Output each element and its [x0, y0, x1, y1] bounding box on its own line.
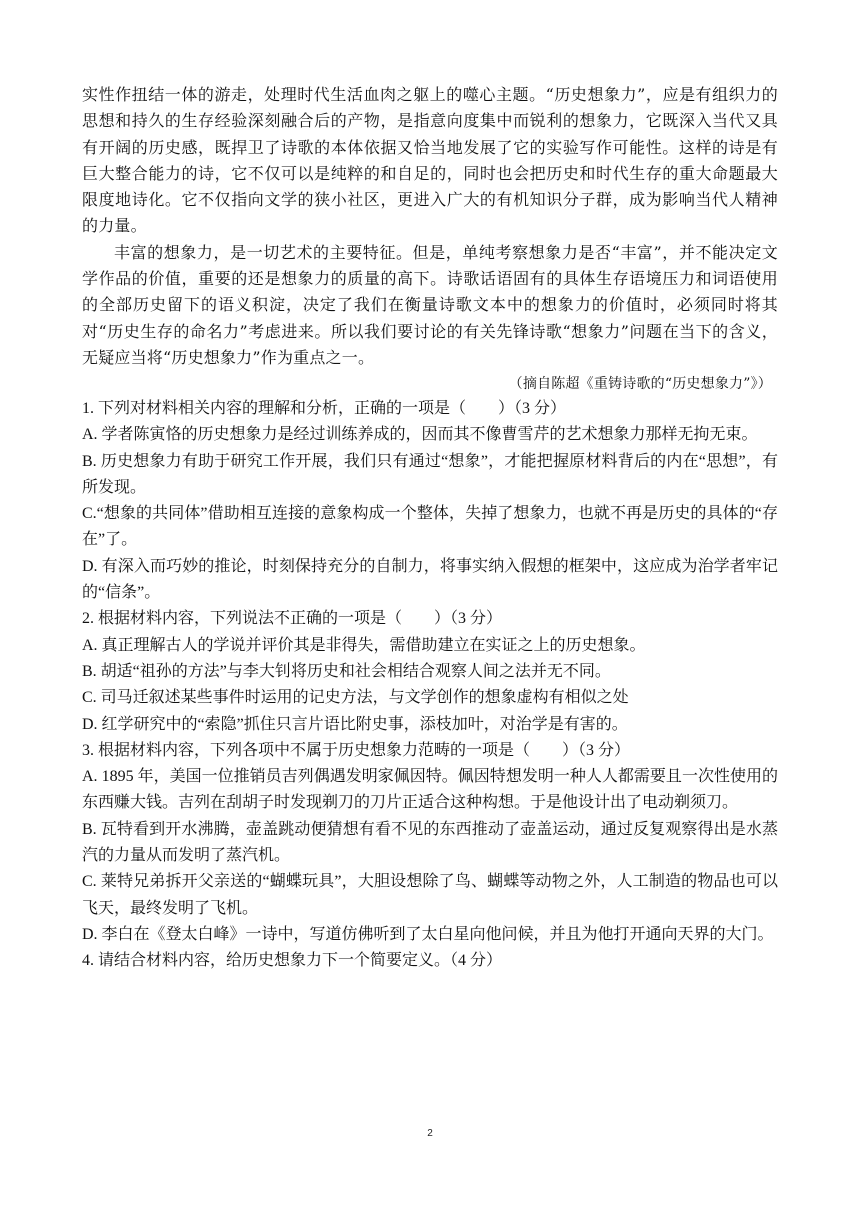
question-4 [82, 948, 778, 974]
question-stem: 2. 根据材料内容，下列说法不正确的一项是（ ）（3 分） [82, 610, 503, 628]
option-b: B. 历史想象力有助于研究工作开展，我们只有通过“想象”，才能把握原材料背后的内在“思想”，有所发现。 [82, 452, 778, 496]
question-stem: 4. 请结合材料内容，给历史想象力下一个简要定义。（4 分） [82, 952, 503, 970]
option-d: D. 李白在《登太白峰》一诗中，写道仿佛听到了太白星向他问候，并且为他打开通向天界的大门。 [82, 925, 774, 943]
option-d: D. 红学研究中的“索隐”抓住只言片语比附史事，添枝加叶，对治学是有害的。 [82, 715, 628, 733]
passage-paragraph-2: 丰富的想象力，是一切艺术的主要特征。但是，单纯考察想象力是否“丰富”，并不能决定文学作品的价值，重要的还是想象力的质量的高下。诗歌话语固有的具体生存语境压力和词语使用的全部历史留下的语义积淀，决定了我们在衡量诗歌文本中的想象力的价值时，必须同时将其对“历史生存的命名力”考虑进来。所以我们要讨论的有关先锋诗歌“想象力”问题在当下的含义，无疑应当将“历史想象力”作为重点之一。 [82, 242, 778, 367]
question-1 [82, 396, 778, 606]
question-stem: 1. 下列对材料相关内容的理解和分析，正确的一项是（ ）（3 分） [82, 400, 567, 417]
question-list [82, 396, 778, 975]
option-c: C.“想象的共同体”借助相互连接的意象构成一个整体，失掉了想象力，也就不再是历史的具体的“存在”了。 [82, 505, 778, 549]
option-a: A. 学者陈寅恪的历史想象力是经过训练养成的，因而其不像曹雪芹的艺术想象力那样无拘无束。 [82, 426, 758, 444]
option-c: C. 司马迁叙述某些事件时运用的记史方法，与文学创作的想象虚构有相似之处 [82, 689, 629, 707]
option-c: C. 莱特兄弟拆开父亲送的“蝴蝶玩具”，大胆设想除了鸟、蝴蝶等动物之外，人工制造的物品也可以飞天，最终发明了飞机。 [82, 873, 778, 917]
option-d: D. 有深入而巧妙的推论，时刻保持充分的自制力，将事实纳入假想的框架中，这应成为治学者牢记的“信条”。 [82, 557, 778, 602]
reading-passage [82, 82, 778, 398]
passage-source: （摘自陈超《重铸诗歌的“历史想象力”》） [508, 376, 772, 393]
passage-paragraph-1: 实性作扭结一体的游走，处理时代生活血肉之躯上的噬心主题。“历史想象力”，应是有组织力的思想和持久的生存经验深刻融合后的产物，是指意向度集中而锐利的想象力，它既深入当代又具有开阔的历史感，既捍卫了诗歌的本体依据又恰当地发展了它的实验写作可能性。这样的诗是有巨大整合能力的诗，它不仅可以是纯粹的和自足的，同时也会把历史和时代生存的重大命题最大限度地诗化。它不仅指向文学的狭小社区，更进入广大的有机知识分子群，成为影响当代人精神的力量。 [82, 85, 778, 236]
option-a: A. 1895 年，美国一位推销员吉列偶遇发明家佩因特。佩因特想发明一种人人都需要且一次性使用的东西赚大钱。吉列在刮胡子时发现剃刀的刀片正适合这种构想。于是他设计出了电动剃须刀。 [82, 768, 778, 812]
question-3 [82, 738, 778, 948]
question-stem: 3. 根据材料内容，下列各项中不属于历史想象力范畴的一项是（ ）（3 分） [82, 741, 631, 759]
option-b: B. 胡适“祖孙的方法”与李大钊将历史和社会相结合观察人间之法并无不同。 [82, 662, 611, 680]
option-b: B. 瓦特看到开水沸腾，壶盖跳动便猜想有看不见的东西推动了壶盖运动，通过反复观察得出是水蒸汽的力量从而发明了蒸汽机。 [82, 820, 778, 865]
question-2 [82, 606, 778, 737]
option-a: A. 真正理解古人的学说并评价其是非得失，需借助建立在实证之上的历史想象。 [82, 636, 646, 654]
page-number: 2 [427, 1128, 433, 1139]
